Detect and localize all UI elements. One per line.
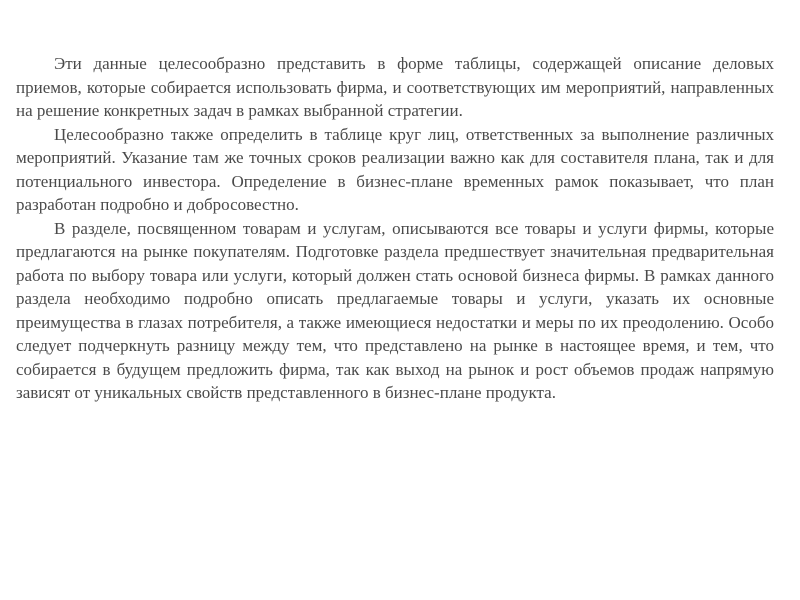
paragraph-1: Эти данные целесообразно представить в форме таблицы, содержащей описание деловых приемов, которые собирается использовать фирма, и соответствующих им мероприятий, направленных на решение конкретных задач в рамках выбранной стратегии.: [16, 54, 774, 120]
paragraph-3: В разделе, посвященном товарам и услугам, описываются все товары и услуги фирмы, которые предлагаются на рынке покупателям. Подготовке раздела предшествует значительная предварительная работа по выбору товара или услуги, который должен стать основой бизнеса фирмы. В рамках данного раздела необходимо подробно описать предлагаемые товары и услуги, указать их основные преимущества в глазах потребителя, а также имеющиеся недостатки и меры по их преодолению. Особо следует подчеркнуть разницу между тем, что представлено на рынке в настоящее время, и тем, что собирается в будущем предложить фирма, так как выход на рынок и рост объемов продаж напрямую зависят от уникальных свойств представленного в бизнес-плане продукта.: [16, 218, 774, 402]
paragraph-2: Целесообразно также определить в таблице круг лиц, ответственных за выполнение различных мероприятий. Указание там же точных сроков реализации важно как для составителя плана, так и для потенциального инвестора. Определение в бизнес-плане временных рамок показывает, что план разработан подробно и добросовестно.: [16, 124, 774, 214]
document-body: [16, 52, 774, 405]
